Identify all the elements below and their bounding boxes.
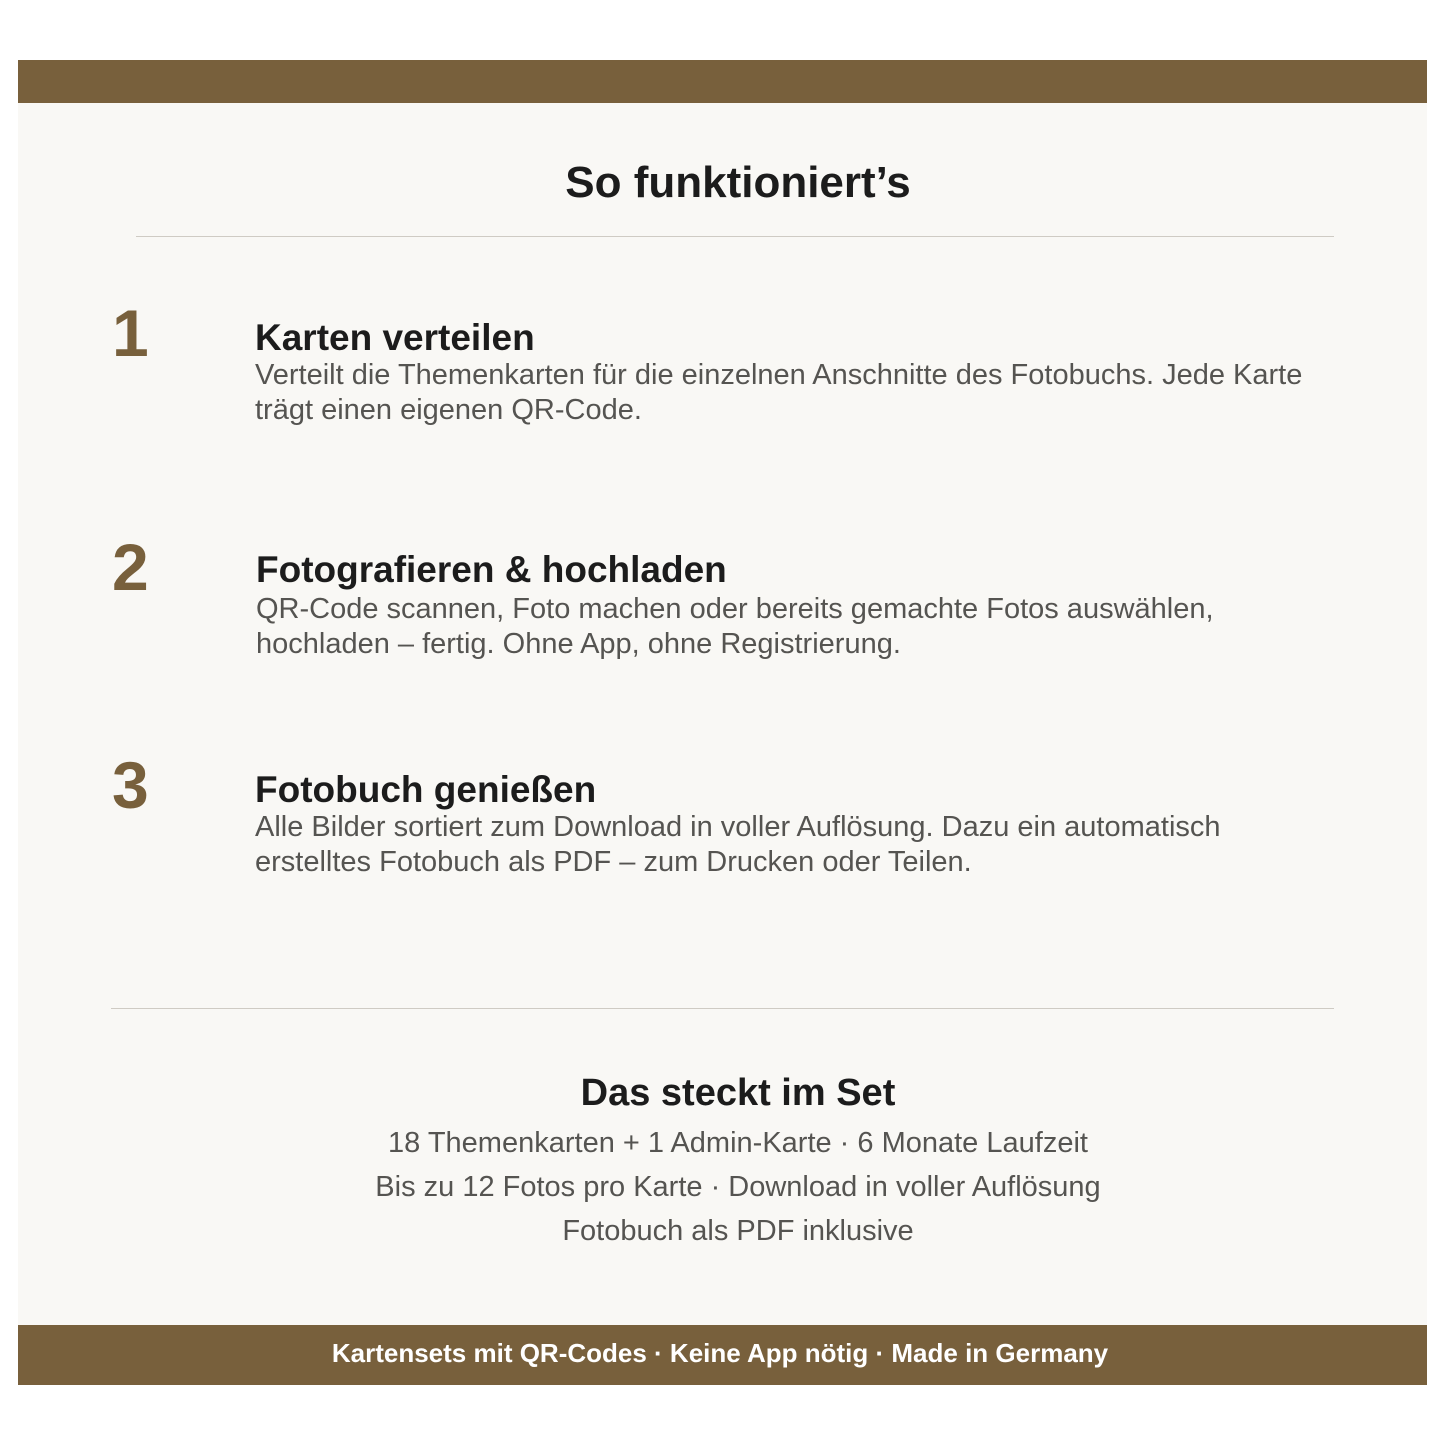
step-title: Karten verteilen <box>255 317 535 358</box>
page-title: So funktioniert’s <box>565 158 911 207</box>
step-title: Fotobuch genießen <box>255 769 597 810</box>
step-number: 3 <box>112 748 149 822</box>
step-title: Fotografieren & hochladen <box>256 549 727 590</box>
set-feature-line: Bis zu 12 Fotos pro Karte · Download in voller Auflösung <box>375 1171 1101 1203</box>
step-description: QR-Code scannen, Foto machen oder bereits gemachte Fotos auswählen, hochladen – fertig. Ohne App, ohne Registrierung. <box>256 593 1214 660</box>
section-divider <box>111 1008 1334 1009</box>
info-card <box>18 60 1427 1385</box>
set-title: Das steckt im Set <box>580 1072 896 1114</box>
footer-tagline: Kartensets mit QR-Codes · Keine App nötig · Made in Germany <box>331 1338 1109 1368</box>
step-number: 1 <box>112 296 149 370</box>
step-description: Verteilt die Themenkarten für die einzelnen Anschnitte des Fotobuchs. Jede Karte trägt einen eigenen QR-Code. <box>255 359 1303 426</box>
footer-bar <box>18 1325 1427 1385</box>
step-description: Alle Bilder sortiert zum Download in voller Auflösung. Dazu ein automatisch erstelltes Fotobuch als PDF – zum Drucken oder Teilen. <box>255 811 1221 878</box>
step-number: 2 <box>112 530 149 604</box>
set-feature-line: 18 Themenkarten + 1 Admin-Karte · 6 Monate Laufzeit <box>388 1127 1088 1159</box>
set-feature-line: Fotobuch als PDF inklusive <box>562 1215 914 1247</box>
title-divider <box>136 236 1334 237</box>
top-accent-bar <box>18 60 1427 103</box>
